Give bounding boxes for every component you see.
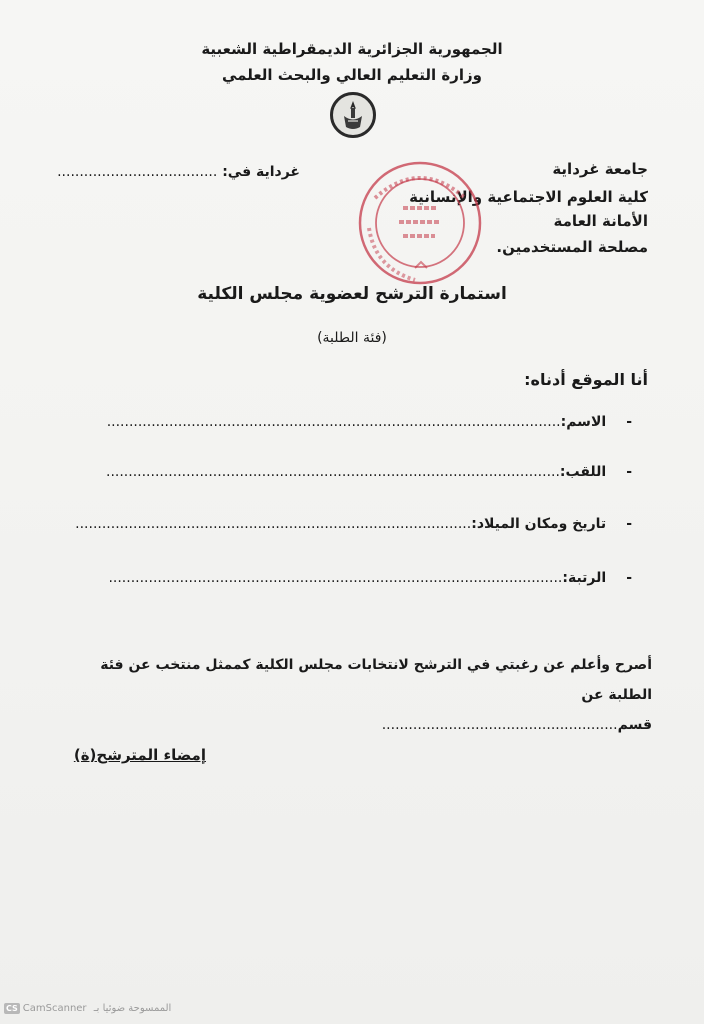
official-stamp-icon	[355, 158, 485, 288]
service-name: مصلحة المستخدمين.	[496, 238, 648, 256]
field-name-label: الاسم:	[560, 414, 607, 430]
field-name: -الاسم:......................................................................................................	[106, 414, 632, 430]
field-surname-label: اللقب:	[559, 464, 607, 480]
university-emblem-icon	[330, 92, 376, 138]
statement-line-2	[52, 710, 652, 740]
field-birth-dots: .........................................................................................	[75, 516, 472, 532]
form-title: استمارة الترشح لعضوية مجلس الكلية	[197, 284, 507, 304]
place-date-label: غرداية في:	[222, 164, 300, 180]
camscanner-logo-icon: CS	[6, 1004, 18, 1013]
secretariat-name: الأمانة العامة	[553, 212, 648, 230]
department-dots: .....................................................	[381, 717, 618, 733]
field-rank: -الرتبة:......................................................................................................	[108, 570, 632, 586]
place-date-dots: ....................................	[57, 164, 218, 180]
form-intro: أنا الموقع أدناه:	[524, 370, 648, 389]
field-name-dots: ......................................................................................................	[106, 414, 561, 430]
camscanner-brand: CamScanner	[22, 1003, 87, 1014]
field-birth: -تاريخ ومكان الميلاد:.........................................................................................	[75, 516, 632, 532]
candidacy-statement	[52, 650, 652, 740]
scanned-by-text: الممسوحة ضوئيا بـ	[93, 1003, 172, 1014]
candidate-signature-label: إمضاء المترشح(ة)	[73, 746, 206, 764]
republic-heading: الجمهورية الجزائرية الديمقراطية الشعبية	[201, 40, 503, 58]
form-subtitle: (فئة الطلبة)	[317, 330, 387, 346]
faculty-name: كلية العلوم الاجتماعية والإنسانية	[409, 188, 648, 206]
place-date-line	[57, 164, 300, 180]
field-surname: -اللقب:......................................................................................................	[106, 464, 632, 480]
ministry-heading: وزارة التعليم العالي والبحث العلمي	[221, 66, 483, 84]
field-rank-dots: ......................................................................................................	[108, 570, 563, 586]
university-name: جامعة غرداية	[552, 160, 648, 178]
department-label: قسم	[617, 717, 652, 733]
field-rank-label: الرتبة:	[562, 570, 607, 586]
field-surname-dots: ......................................................................................................	[106, 464, 560, 480]
field-birth-label: تاريخ ومكان الميلاد:	[471, 516, 607, 532]
scanner-watermark	[4, 1003, 171, 1014]
statement-line-1: أصرح وأعلم عن رغبتي في الترشح لانتخابات مجلس الكلية كممثل منتخب عن فئة الطلبة عن	[100, 657, 652, 703]
